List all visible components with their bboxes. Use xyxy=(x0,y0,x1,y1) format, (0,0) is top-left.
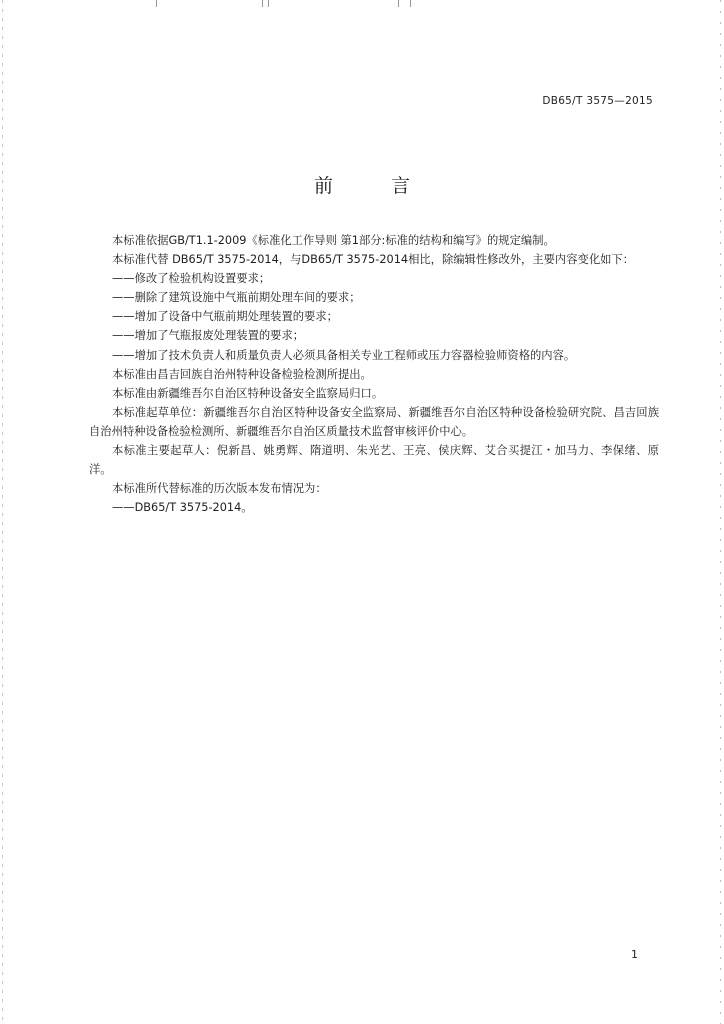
document-code: DB65/T 3575—2015 xyxy=(542,95,653,107)
history-item: ——DB65/T 3575-2014。 xyxy=(112,501,253,515)
change-item: ——增加了技术负责人和质量负责人必须具备相关专业工程师或压力容器检验师资格的内容。 xyxy=(112,348,576,362)
paragraph-drafters: 本标准主要起草人：倪新昌、姚勇辉、隋道明、朱光艺、王亮、侯庆辉、艾合买提江・加马力、李保绪、原洋。 xyxy=(89,444,659,477)
change-item: ——增加了气瓶报废处理装置的要求； xyxy=(112,329,305,343)
paragraph-under-jurisdiction: 本标准由新疆维吾尔自治区特种设备安全监察局归口。 xyxy=(112,386,384,400)
scan-mark xyxy=(262,0,263,7)
change-item: ——修改了检验机构设置要求； xyxy=(112,272,271,286)
paragraph-replaces: 本标准代替 DB65/T 3575-2014，与DB65/T 3575-2014相比，除编辑性修改外，主要内容变化如下： xyxy=(112,253,635,267)
scan-mark xyxy=(268,0,269,7)
paragraph-drafting-units: 本标准起草单位：新疆维吾尔自治区特种设备安全监察局、新疆维吾尔自治区特种设备检验研究院、昌吉回族自治州特种设备检验检测所、新疆维吾尔自治区质量技术监督审核评价中心。 xyxy=(89,405,659,438)
scan-mark xyxy=(398,0,399,7)
paragraph-basis: 本标准依据GB/T1.1-2009《标准化工作导则 第1部分:标准的结构和编写》的规定编制。 xyxy=(112,234,555,247)
paragraph-proposed-by: 本标准由昌吉回族自治州特种设备检验检测所提出。 xyxy=(112,367,372,381)
page-title: 前 言 xyxy=(313,175,437,197)
scan-edge-right xyxy=(720,0,721,1024)
page-number: 1 xyxy=(631,948,638,961)
scan-mark xyxy=(410,0,411,7)
scan-mark xyxy=(156,0,157,7)
scan-edge-left xyxy=(2,0,3,1024)
paragraph-history: 本标准所代替标准的历次版本发布情况为： xyxy=(112,482,327,496)
change-item: ——删除了建筑设施中气瓶前期处理车间的要求； xyxy=(112,291,361,305)
foreword-body xyxy=(89,231,659,517)
change-item: ——增加了设备中气瓶前期处理装置的要求； xyxy=(112,310,338,324)
